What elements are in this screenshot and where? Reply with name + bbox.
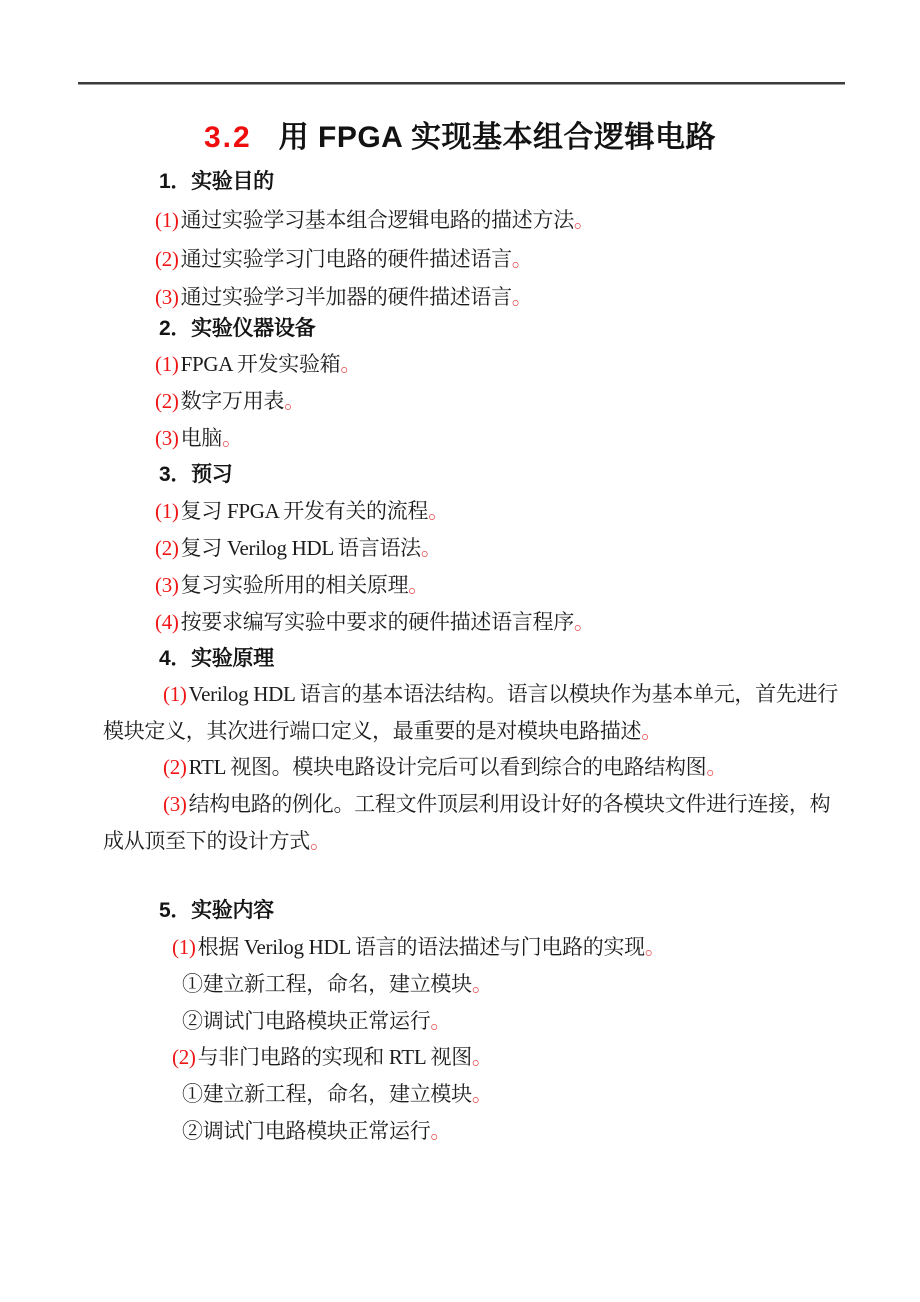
section-heading-3 bbox=[159, 458, 232, 486]
item-period: 。 bbox=[222, 426, 243, 450]
item-marker: (2) bbox=[155, 389, 179, 413]
item-period: 。 bbox=[428, 499, 449, 523]
list-item bbox=[155, 606, 595, 634]
sub-list-item bbox=[182, 968, 493, 996]
list-item bbox=[155, 204, 595, 232]
item-period: 。 bbox=[284, 389, 305, 413]
item-marker: (1) bbox=[155, 499, 179, 523]
section-heading-text: 2．实验仪器设备 bbox=[159, 317, 316, 340]
item-marker: (3) bbox=[155, 573, 179, 597]
sub-list-item bbox=[182, 1078, 493, 1106]
header-divider-rule bbox=[78, 82, 845, 85]
item-period: 。 bbox=[511, 247, 533, 271]
item-marker: (1) bbox=[172, 935, 196, 959]
list-item bbox=[155, 348, 361, 376]
sub-list-item bbox=[182, 1115, 451, 1143]
item-text: 与非门电路的实现和 RTL 视图 bbox=[197, 1045, 472, 1069]
item-period: 。 bbox=[641, 719, 662, 743]
item-text: ①建立新工程，命名，建立模块 bbox=[182, 1082, 472, 1106]
sub-list-item bbox=[182, 1005, 451, 1033]
item-period: 。 bbox=[310, 829, 331, 853]
section-heading-2 bbox=[159, 312, 315, 340]
list-item bbox=[163, 678, 838, 706]
list-item bbox=[155, 569, 429, 597]
list-item bbox=[172, 931, 666, 959]
item-text: RTL 视图。模块电路设计完后可以看到综合的电路结构图 bbox=[188, 755, 707, 779]
item-text: 数字万用表 bbox=[180, 389, 285, 413]
section-heading-4 bbox=[159, 642, 274, 670]
list-item bbox=[172, 1041, 493, 1069]
section-heading-text: 5．实验内容 bbox=[159, 899, 274, 922]
item-period: 。 bbox=[573, 208, 595, 232]
item-text: 按要求编写实验中要求的硬件描述语言程序 bbox=[180, 610, 574, 634]
section-heading-text: 4．实验原理 bbox=[159, 647, 274, 670]
item-period: 。 bbox=[471, 972, 493, 996]
item-period: 。 bbox=[644, 935, 666, 959]
list-item bbox=[163, 751, 727, 779]
item-marker: (3) bbox=[163, 792, 187, 816]
item-marker: (1) bbox=[155, 208, 179, 232]
item-period: 。 bbox=[471, 1045, 493, 1069]
list-item-continuation bbox=[103, 825, 331, 853]
item-text: 复习 FPGA 开发有关的流程 bbox=[180, 499, 429, 523]
list-item bbox=[163, 788, 830, 816]
section-heading-5 bbox=[159, 894, 274, 922]
list-item bbox=[155, 532, 442, 560]
item-text: ②调试门电路模块正常运行 bbox=[182, 1119, 431, 1143]
item-text: 通过实验学习半加器的硬件描述语言 bbox=[180, 285, 512, 309]
item-text: 成从顶至下的设计方式 bbox=[103, 829, 310, 853]
item-text: 通过实验学习门电路的硬件描述语言 bbox=[180, 247, 512, 271]
item-text: 根据 Verilog HDL 语言的语法描述与门电路的实现 bbox=[197, 935, 645, 959]
item-period: 。 bbox=[430, 1119, 452, 1143]
item-period: 。 bbox=[420, 536, 442, 560]
item-text: Verilog HDL 语言的基本语法结构。语言以模块作为基本单元，首先进行 bbox=[188, 682, 838, 706]
list-item bbox=[155, 243, 533, 271]
item-period: 。 bbox=[511, 285, 533, 309]
item-period: 。 bbox=[408, 573, 429, 597]
item-text: 复习实验所用的相关原理 bbox=[180, 573, 409, 597]
item-marker: (2) bbox=[163, 755, 187, 779]
list-item bbox=[155, 385, 305, 413]
item-marker: (1) bbox=[155, 352, 179, 376]
item-text: 电脑 bbox=[180, 426, 222, 450]
item-text: 复习 Verilog HDL 语言语法 bbox=[180, 536, 421, 560]
item-text: 通过实验学习基本组合逻辑电路的描述方法 bbox=[180, 208, 574, 232]
item-text: FPGA 开发实验箱 bbox=[180, 352, 341, 376]
item-period: 。 bbox=[573, 610, 595, 634]
item-marker: (1) bbox=[163, 682, 187, 706]
item-marker: (4) bbox=[155, 610, 179, 634]
list-item bbox=[155, 495, 449, 523]
page-title-number: 3.2 bbox=[203, 121, 252, 154]
item-period: 。 bbox=[706, 755, 728, 779]
item-marker: (2) bbox=[155, 247, 179, 271]
section-heading-text: 1．实验目的 bbox=[159, 170, 274, 193]
page-title bbox=[0, 112, 920, 156]
item-period: 。 bbox=[471, 1082, 493, 1106]
list-item bbox=[155, 422, 243, 450]
list-item bbox=[155, 281, 533, 309]
section-heading-text: 3．预习 bbox=[159, 463, 233, 486]
item-marker: (2) bbox=[155, 536, 179, 560]
item-marker: (3) bbox=[155, 426, 179, 450]
item-text: ②调试门电路模块正常运行 bbox=[182, 1009, 431, 1033]
item-text: 结构电路的例化。工程文件顶层利用设计好的各模块文件进行连接，构 bbox=[188, 792, 831, 816]
item-period: 。 bbox=[340, 352, 362, 376]
item-marker: (2) bbox=[172, 1045, 196, 1069]
item-period: 。 bbox=[430, 1009, 452, 1033]
item-text: 模块定义，其次进行端口定义，最重要的是对模块电路描述 bbox=[103, 719, 642, 743]
section-heading-1 bbox=[159, 165, 274, 193]
item-text: ①建立新工程，命名，建立模块 bbox=[182, 972, 472, 996]
list-item-continuation bbox=[103, 715, 662, 743]
page-title-text: 用 FPGA 实现基本组合逻辑电路 bbox=[278, 121, 717, 154]
item-marker: (3) bbox=[155, 285, 179, 309]
